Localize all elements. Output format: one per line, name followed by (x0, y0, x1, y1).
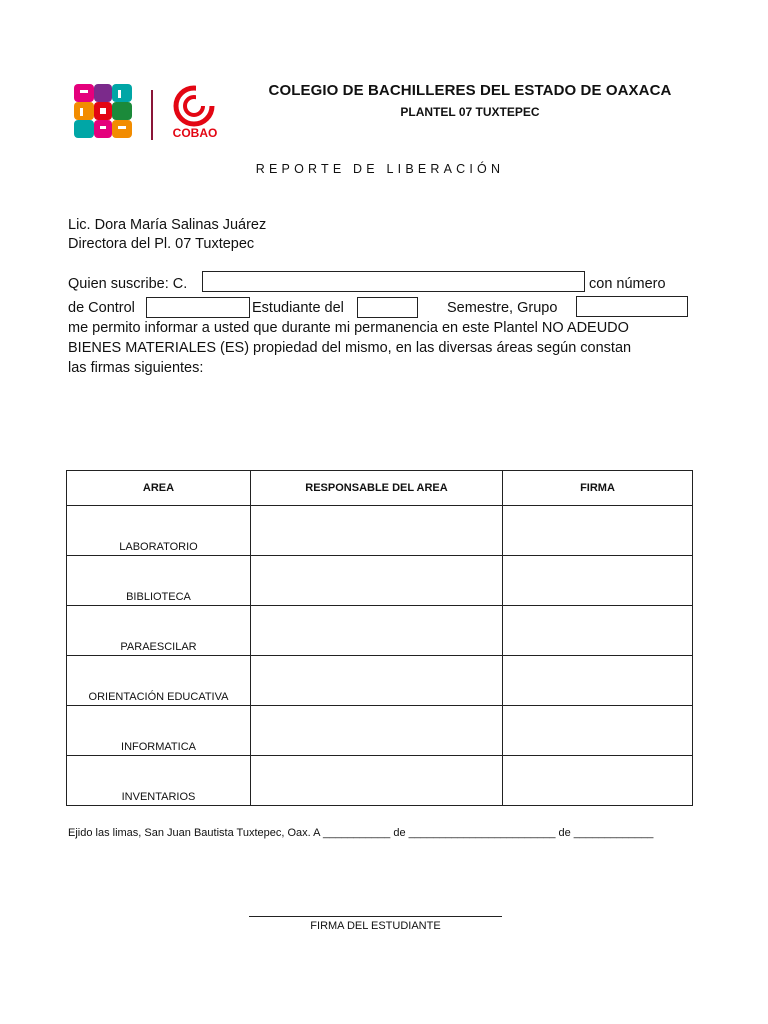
header-area: AREA (67, 471, 251, 506)
area-cell (67, 556, 251, 606)
addressee-role: Directora del Pl. 07 Tuxtepec (68, 236, 255, 252)
responsible-cell[interactable] (251, 556, 503, 606)
control-number-field[interactable] (146, 297, 250, 318)
area-label: INVENTARIOS (121, 791, 196, 803)
paragraph-line-2: BIENES MATERIALES (ES) propiedad del mismo, en las diversas áreas según constan (68, 340, 632, 356)
header-responsible: RESPONSABLE DEL AREA (251, 471, 503, 506)
table-header-row (67, 471, 693, 506)
signature-cell[interactable] (503, 506, 693, 556)
line1-prefix: Quien suscribe: C. (68, 276, 188, 292)
responsible-cell[interactable] (251, 506, 503, 556)
table-row (67, 556, 693, 606)
area-label: PARAESCILAR (120, 641, 197, 653)
paragraph-line-3: las firmas siguientes: (68, 360, 204, 376)
institution-name: COLEGIO DE BACHILLERES DEL ESTADO DE OAXACA (268, 82, 672, 99)
signature-cell[interactable] (503, 656, 693, 706)
table-row (67, 656, 693, 706)
area-cell (67, 606, 251, 656)
areas-signature-table (66, 470, 693, 806)
group-field[interactable] (576, 296, 688, 317)
table-row (67, 756, 693, 806)
area-cell (67, 706, 251, 756)
cobao-logo-text: COBAO (172, 126, 218, 140)
date-place-line: Ejido las limas, San Juan Bautista Tuxtepec, Oax. A ___________ de ________________________ de _____________ (68, 827, 654, 839)
area-label: ORIENTACIÓN EDUCATIVA (88, 691, 229, 703)
area-cell (67, 656, 251, 706)
page-title: REPORTE DE LIBERACIÓN (255, 162, 505, 176)
area-cell (67, 756, 251, 806)
student-label: Estudiante del (252, 300, 344, 316)
table-row (67, 706, 693, 756)
control-label: de Control (68, 300, 135, 316)
line1-suffix: con número (589, 276, 666, 292)
area-label: BIBLIOTECA (126, 591, 191, 603)
signature-cell[interactable] (503, 706, 693, 756)
addressee-name: Lic. Dora María Salinas Juárez (68, 217, 267, 233)
area-label: INFORMATICA (121, 741, 196, 753)
campus-name: PLANTEL 07 TUXTEPEC (400, 105, 540, 119)
student-signature-label: FIRMA DEL ESTUDIANTE (310, 920, 441, 932)
institution-logos (70, 72, 220, 148)
signature-cell[interactable] (503, 556, 693, 606)
signature-line[interactable] (249, 916, 502, 917)
table-row (67, 606, 693, 656)
responsible-cell[interactable] (251, 706, 503, 756)
semester-field[interactable] (357, 297, 418, 318)
responsible-cell[interactable] (251, 756, 503, 806)
signature-cell[interactable] (503, 606, 693, 656)
paragraph-line-1: me permito informar a usted que durante mi permanencia en este Plantel NO ADEUDO (68, 320, 629, 336)
responsible-cell[interactable] (251, 606, 503, 656)
area-cell (67, 506, 251, 556)
area-label: LABORATORIO (119, 541, 198, 553)
header-signature: FIRMA (503, 471, 693, 506)
table-row (67, 506, 693, 556)
responsible-cell[interactable] (251, 656, 503, 706)
semester-group-label: Semestre, Grupo (447, 300, 558, 316)
student-name-field[interactable] (202, 271, 585, 292)
signature-cell[interactable] (503, 756, 693, 806)
